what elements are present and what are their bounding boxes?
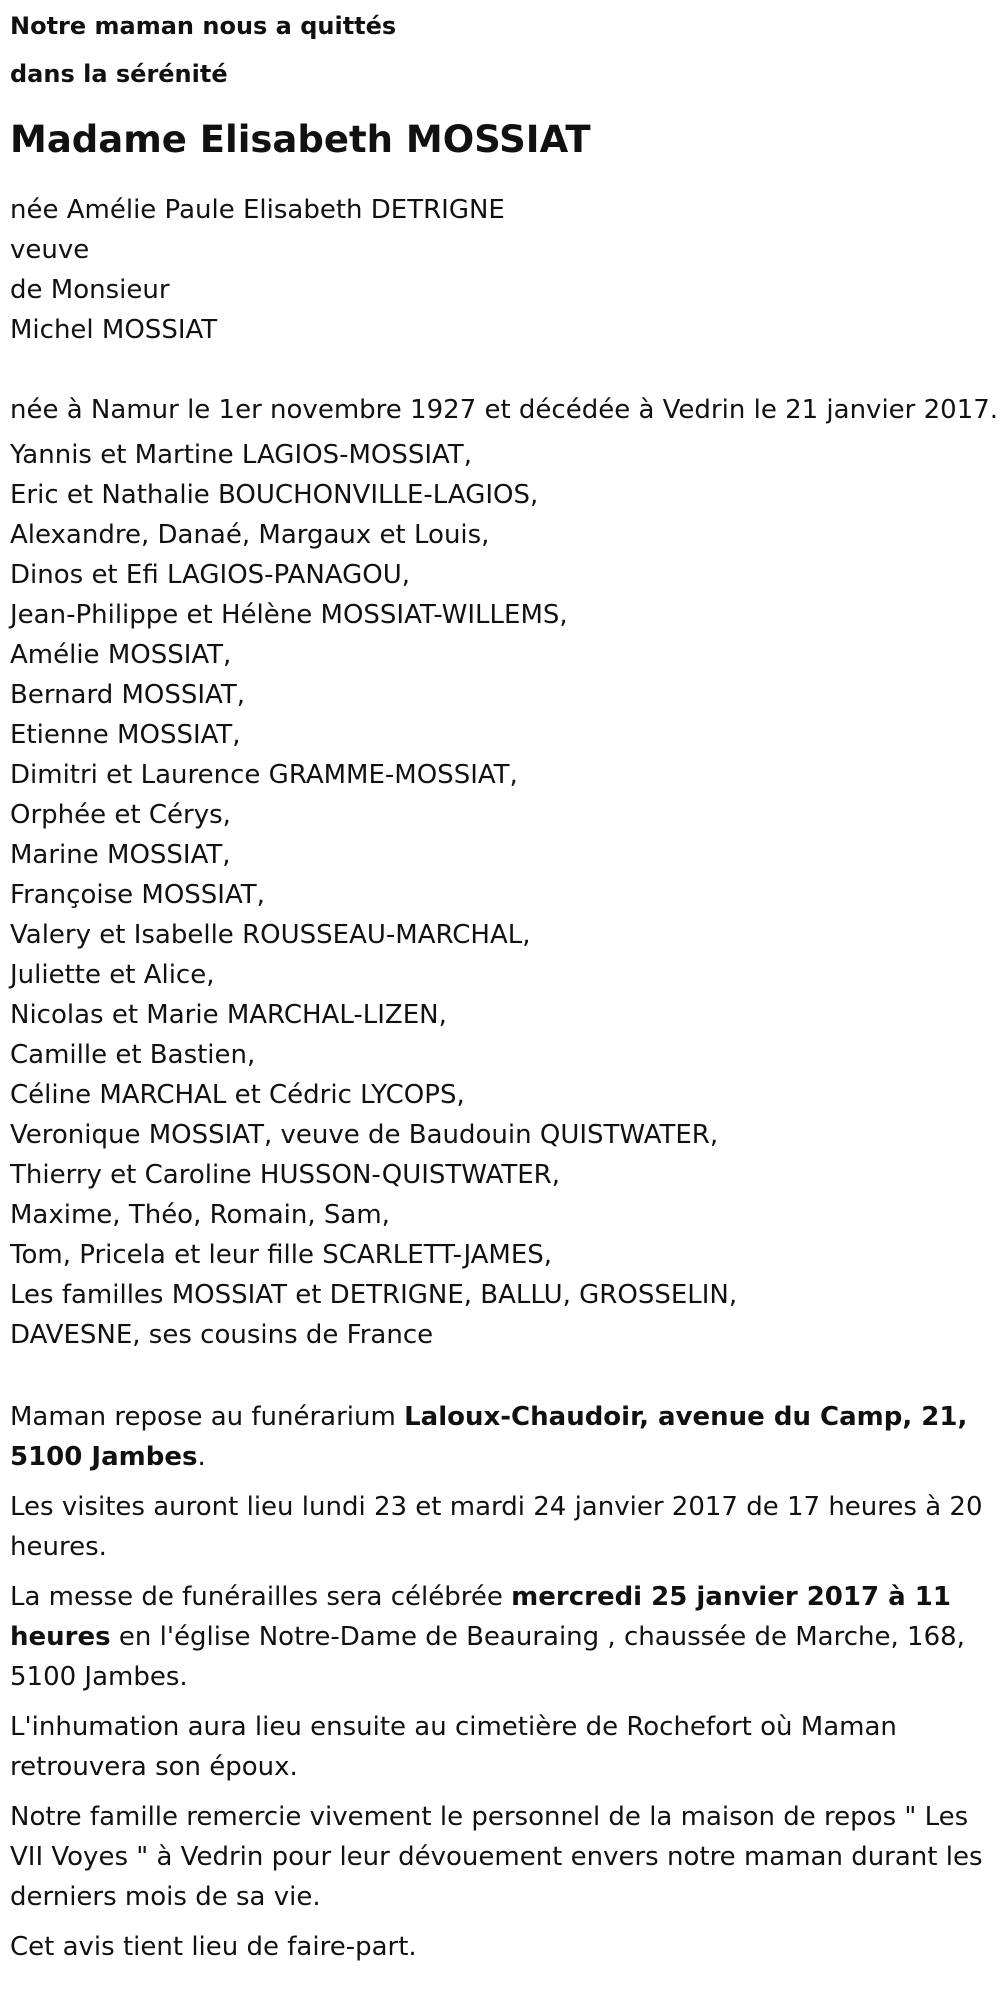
family-member: Valery et Isabelle ROUSSEAU-MARCHAL, (10, 920, 531, 950)
closing-line: Cet avis tient lieu de faire-part. (10, 1932, 417, 1962)
burial-paragraph: L'inhumation aura lieu ensuite au cimetière de Rochefort où Maman retrouvera son époux. (10, 1712, 897, 1782)
family-member: Etienne MOSSIAT, (10, 720, 241, 750)
family-member: Les familles MOSSIAT et DETRIGNE, BALLU, GROSSELIN, (10, 1280, 738, 1310)
funerarium-location: Laloux-Chaudoir, avenue du Camp, 21, 5100 Jambes (10, 1402, 968, 1472)
family-member: Juliette et Alice, (10, 960, 215, 990)
deceased-name: Madame Elisabeth MOSSIAT (10, 118, 591, 161)
family-member: Amélie MOSSIAT, (10, 640, 232, 670)
family-member: Dimitri et Laurence GRAMME-MOSSIAT, (10, 760, 518, 790)
mass-suffix: en l'église Notre-Dame de Beauraing , chaussée de Marche, 168, 5100 Jambes. (10, 1622, 965, 1692)
family-member: Orphée et Cérys, (10, 800, 231, 830)
family-member: Jean-Philippe et Hélène MOSSIAT-WILLEMS, (10, 600, 568, 630)
family-member: Bernard MOSSIAT, (10, 680, 245, 710)
thanks-paragraph: Notre famille remercie vivement le personnel de la maison de repos " Les VII Voyes " à Vedrin pour leur dévouement envers notre maman durant les derniers mois de sa vie. (10, 1802, 983, 1912)
family-member: Céline MARCHAL et Cédric LYCOPS, (10, 1080, 465, 1110)
family-member: Eric et Nathalie BOUCHONVILLE-LAGIOS, (10, 480, 539, 510)
family-member: Dinos et Efi LAGIOS-PANAGOU, (10, 560, 411, 590)
mass-paragraph (10, 1577, 995, 1697)
birth-death-line: née à Namur le 1er novembre 1927 et décédée à Vedrin le 21 janvier 2017. (10, 395, 999, 425)
visits-paragraph: Les visites auront lieu lundi 23 et mardi 24 janvier 2017 de 17 heures à 20 heures. (10, 1492, 983, 1562)
death-notice (10, 0, 999, 1967)
heading-line-1: Notre maman nous a quittés (10, 12, 397, 40)
family-member: Tom, Pricela et leur fille SCARLETT-JAMES, (10, 1240, 553, 1270)
family-member: Yannis et Martine LAGIOS-MOSSIAT, (10, 440, 472, 470)
mass-prefix: La messe de funérailles sera célébrée (10, 1582, 512, 1612)
mass-datetime: mercredi 25 janvier 2017 à 11 heures (10, 1582, 951, 1652)
family-member: Camille et Bastien, (10, 1040, 256, 1070)
family-member: Maxime, Théo, Romain, Sam, (10, 1200, 390, 1230)
family-member: Marine MOSSIAT, (10, 840, 231, 870)
identity-block (10, 190, 995, 350)
family-member: Thierry et Caroline HUSSON-QUISTWATER, (10, 1160, 560, 1190)
funerarium-suffix: . (197, 1442, 206, 1472)
heading-line-2: dans la sérénité (10, 60, 228, 88)
family-member: DAVESNE, ses cousins de France (10, 1320, 434, 1350)
family-member: Françoise MOSSIAT, (10, 880, 265, 910)
maiden-name: née Amélie Paule Elisabeth DETRIGNE (10, 195, 505, 225)
notice-heading (10, 2, 995, 98)
spouse-title: de Monsieur (10, 275, 170, 305)
family-member: Alexandre, Danaé, Margaux et Louis, (10, 520, 490, 550)
funerarium-prefix: Maman repose au funérarium (10, 1402, 405, 1432)
family-member: Nicolas et Marie MARCHAL-LIZEN, (10, 1000, 447, 1030)
family-list (10, 435, 995, 1355)
funerarium-paragraph (10, 1397, 995, 1477)
spouse-name: Michel MOSSIAT (10, 315, 218, 345)
widow-label: veuve (10, 235, 90, 265)
family-member: Veronique MOSSIAT, veuve de Baudouin QUISTWATER, (10, 1120, 719, 1150)
